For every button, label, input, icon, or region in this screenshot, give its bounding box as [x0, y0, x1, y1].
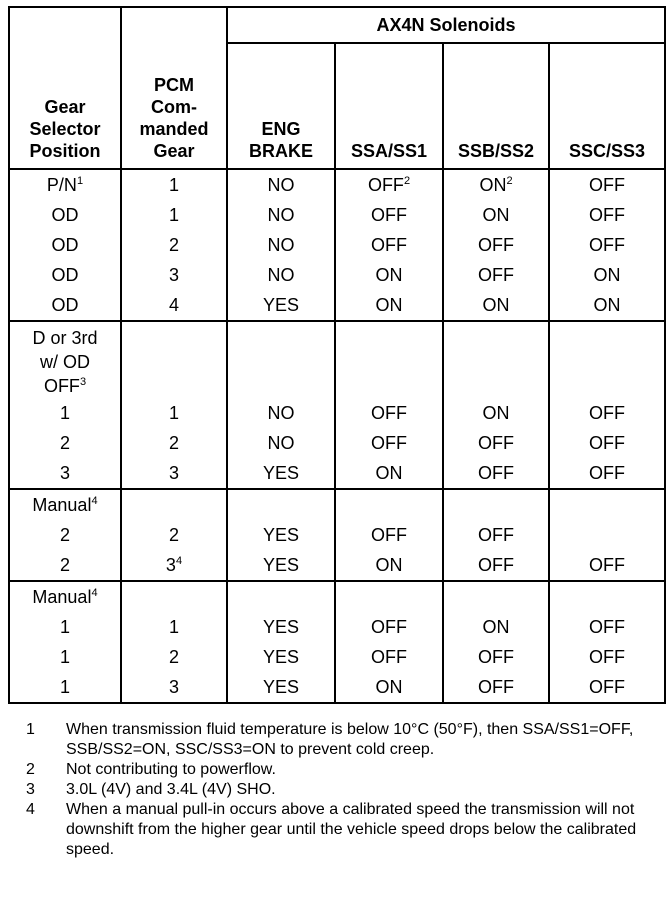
- cell-gear-value: 3: [165, 554, 176, 575]
- cell-pos: [9, 428, 121, 458]
- header-ssb: [443, 43, 549, 169]
- empty-cell: [227, 581, 335, 612]
- empty-cell: [549, 321, 665, 398]
- footnote-ref: 4: [91, 586, 98, 599]
- cell-pos: [9, 458, 121, 489]
- cell-ssc-value: OFF: [589, 554, 626, 575]
- cell-ssa: [335, 520, 443, 550]
- cell-ssc: [549, 458, 665, 489]
- cell-ssa-value: OFF: [367, 174, 404, 195]
- cell-eng-value: YES: [262, 616, 300, 637]
- group-label-text: Manual: [32, 494, 92, 515]
- footnote-ref: 1: [76, 174, 84, 187]
- cell-eng: [227, 672, 335, 703]
- cell-ssb: [443, 428, 549, 458]
- cell-eng: [227, 230, 335, 260]
- cell-gear-value: 2: [168, 524, 179, 545]
- cell-ssc: [549, 550, 665, 581]
- empty-cell: [549, 581, 665, 612]
- cell-ssa-value: ON: [375, 294, 403, 315]
- empty-cell: [335, 321, 443, 398]
- cell-ssa-value: OFF: [371, 432, 407, 453]
- empty-cell: [227, 321, 335, 398]
- cell-ssa: [335, 550, 443, 581]
- cell-ssa: [335, 642, 443, 672]
- cell-ssa-value: ON: [375, 462, 403, 483]
- group-label-line: [10, 326, 120, 350]
- cell-pos-value: OD: [51, 204, 79, 225]
- cell-pos-value: OD: [51, 264, 79, 285]
- cell-ssb-value: ON: [482, 204, 510, 225]
- cell-pos: [9, 200, 121, 230]
- cell-ssa: [335, 169, 443, 200]
- cell-gear: [121, 458, 227, 489]
- cell-pos: [9, 398, 121, 428]
- cell-ssa-value: OFF: [371, 524, 407, 545]
- header-ssc-label: SSC/SS3: [568, 141, 646, 161]
- cell-ssc-value: OFF: [589, 402, 626, 423]
- solenoid-chart: [8, 6, 664, 858]
- cell-ssb-value: OFF: [478, 554, 514, 575]
- solenoid-table: [8, 6, 666, 704]
- cell-ssb-value: OFF: [478, 234, 514, 255]
- cell-ssa: [335, 230, 443, 260]
- header-pcm-gear-label: PCM Com- manded Gear: [139, 75, 209, 161]
- group-label-text: D or 3rd: [32, 328, 98, 348]
- cell-ssa-value: OFF: [371, 234, 407, 255]
- footnote-text: When transmission fluid temperature is below 10°C (50°F), then SSA/SS1=OFF, SSB/SS2=ON, SSC/SS3=ON to prevent cold creep.: [66, 721, 634, 758]
- cell-eng: [227, 642, 335, 672]
- footnote: [26, 760, 666, 780]
- cell-ssc-value: OFF: [589, 432, 626, 453]
- cell-gear-value: 1: [168, 174, 179, 195]
- cell-pos: [9, 612, 121, 642]
- cell-gear-value: 1: [168, 402, 179, 423]
- cell-pos: [9, 642, 121, 672]
- cell-ssa: [335, 672, 443, 703]
- cell-ssb: [443, 642, 549, 672]
- footnote-ref: 3: [79, 376, 87, 388]
- cell-ssc-value: ON: [593, 264, 621, 285]
- cell-ssb-value: ON: [479, 174, 507, 195]
- cell-gear-value: 1: [168, 616, 179, 637]
- cell-ssc: [549, 169, 665, 200]
- table-row: [9, 169, 665, 200]
- header-ssa-label: SSA/SS1: [350, 141, 428, 161]
- group-label-row: [9, 581, 665, 612]
- group-label-text: w/ OD: [39, 352, 90, 372]
- cell-ssc: [549, 200, 665, 230]
- cell-eng: [227, 260, 335, 290]
- empty-cell: [335, 489, 443, 520]
- header-ssb-label: SSB/SS2: [457, 141, 535, 161]
- footnote-number: 1: [26, 721, 35, 738]
- header-solenoids-group: [227, 7, 665, 43]
- cell-gear-value: 2: [168, 432, 179, 453]
- cell-ssc-value: OFF: [589, 174, 626, 195]
- cell-pos: [9, 550, 121, 581]
- cell-pos-value: 2: [59, 554, 70, 575]
- cell-eng-value: NO: [267, 402, 295, 423]
- cell-gear: [121, 642, 227, 672]
- footnote: [26, 720, 666, 760]
- cell-pos: [9, 260, 121, 290]
- cell-ssc: [549, 230, 665, 260]
- cell-pos: [9, 520, 121, 550]
- group-label-line: [10, 587, 120, 608]
- cell-eng-value: YES: [262, 554, 300, 575]
- cell-ssc-value: OFF: [589, 204, 626, 225]
- empty-cell: [443, 581, 549, 612]
- cell-ssc: [549, 398, 665, 428]
- footnote-ref: 4: [175, 554, 183, 567]
- cell-pos-value: 1: [59, 402, 70, 423]
- cell-ssb-value: ON: [482, 294, 510, 315]
- cell-pos-value: 1: [59, 676, 70, 697]
- cell-ssb: [443, 612, 549, 642]
- empty-cell: [227, 489, 335, 520]
- cell-eng-value: NO: [267, 234, 295, 255]
- cell-ssa: [335, 260, 443, 290]
- cell-eng: [227, 398, 335, 428]
- cell-gear: [121, 612, 227, 642]
- table-body: [9, 169, 665, 703]
- cell-ssa: [335, 612, 443, 642]
- header-ssa: [335, 43, 443, 169]
- header-eng-brake: [227, 43, 335, 169]
- cell-ssb: [443, 260, 549, 290]
- cell-gear-value: 2: [168, 234, 179, 255]
- footnote-text: 3.0L (4V) and 3.4L (4V) SHO.: [66, 781, 276, 798]
- cell-eng-value: YES: [262, 524, 300, 545]
- cell-eng: [227, 428, 335, 458]
- group-label-text: OFF: [43, 376, 80, 396]
- cell-eng-value: YES: [262, 294, 300, 315]
- cell-pos-value: OD: [51, 234, 79, 255]
- empty-cell: [121, 489, 227, 520]
- cell-gear: [121, 290, 227, 321]
- cell-ssa-value: ON: [375, 554, 403, 575]
- group-label: [9, 581, 121, 612]
- cell-eng: [227, 290, 335, 321]
- footnote-number: 4: [26, 801, 35, 818]
- footnote-ref: 2: [403, 174, 411, 187]
- header-ssc: [549, 43, 665, 169]
- cell-gear: [121, 398, 227, 428]
- table-row: [9, 672, 665, 703]
- cell-gear: [121, 428, 227, 458]
- cell-gear: [121, 520, 227, 550]
- cell-eng: [227, 200, 335, 230]
- cell-ssc: [549, 672, 665, 703]
- cell-pos: [9, 672, 121, 703]
- empty-cell: [335, 581, 443, 612]
- table-row: [9, 260, 665, 290]
- footnote: [26, 780, 666, 800]
- cell-pos: [9, 230, 121, 260]
- empty-cell: [121, 581, 227, 612]
- cell-eng-value: NO: [267, 204, 295, 225]
- cell-eng-value: NO: [267, 174, 295, 195]
- cell-ssc-value: OFF: [589, 616, 626, 637]
- table-row: [9, 230, 665, 260]
- cell-ssc-value: OFF: [589, 646, 626, 667]
- cell-ssa-value: ON: [375, 676, 403, 697]
- cell-ssc-value: ON: [593, 294, 621, 315]
- cell-gear: [121, 550, 227, 581]
- empty-cell: [443, 489, 549, 520]
- cell-ssb-value: OFF: [478, 432, 514, 453]
- cell-pos: [9, 290, 121, 321]
- cell-pos-value: 2: [59, 432, 70, 453]
- cell-ssb-value: ON: [482, 402, 510, 423]
- cell-ssa: [335, 200, 443, 230]
- group-label-text: Manual: [32, 586, 92, 607]
- cell-gear: [121, 200, 227, 230]
- header-eng-brake-label: ENG BRAKE: [248, 119, 313, 161]
- cell-ssb: [443, 520, 549, 550]
- header-solenoids-title: AX4N Solenoids: [376, 14, 516, 35]
- empty-cell: [121, 321, 227, 398]
- cell-ssa: [335, 398, 443, 428]
- table-row: [9, 398, 665, 428]
- cell-pos-value: 1: [59, 616, 70, 637]
- cell-ssb: [443, 458, 549, 489]
- cell-eng-value: YES: [262, 676, 300, 697]
- footnote: [26, 800, 666, 860]
- cell-pos-value: P/N: [46, 174, 77, 195]
- footnote-number: 3: [26, 781, 35, 798]
- cell-gear: [121, 260, 227, 290]
- group-label: [9, 489, 121, 520]
- cell-ssb-value: OFF: [478, 524, 514, 545]
- cell-ssc-value: OFF: [589, 234, 626, 255]
- cell-gear-value: 2: [168, 646, 179, 667]
- cell-pos-value: 2: [59, 524, 70, 545]
- table-row: [9, 520, 665, 550]
- cell-gear-value: 4: [168, 294, 179, 315]
- cell-pos-value: OD: [51, 294, 79, 315]
- cell-ssb-value: OFF: [478, 676, 514, 697]
- table-row: [9, 428, 665, 458]
- footnote-ref: 2: [506, 174, 513, 187]
- group-label-line: [10, 350, 120, 374]
- table-row: [9, 550, 665, 581]
- footnote-text: Not contributing to powerflow.: [66, 761, 276, 778]
- cell-gear-value: 3: [168, 676, 179, 697]
- table-row: [9, 642, 665, 672]
- footnote-text: When a manual pull-in occurs above a calibrated speed the transmission will not downshift from the higher gear until the vehicle speed drops below the calibrated speed.: [66, 801, 637, 858]
- empty-cell: [549, 489, 665, 520]
- cell-ssc: [549, 260, 665, 290]
- group-label-line: [10, 495, 120, 516]
- cell-eng: [227, 612, 335, 642]
- cell-ssa-value: OFF: [371, 646, 407, 667]
- group-label-row: [9, 489, 665, 520]
- cell-gear-value: 3: [168, 462, 179, 483]
- cell-pos-value: 3: [59, 462, 70, 483]
- cell-ssb: [443, 550, 549, 581]
- cell-ssb: [443, 200, 549, 230]
- cell-ssb-value: ON: [482, 616, 510, 637]
- cell-pos: [9, 169, 121, 200]
- cell-ssb: [443, 290, 549, 321]
- cell-ssc-value: OFF: [589, 462, 626, 483]
- table-row: [9, 458, 665, 489]
- header-gear-selector: [9, 7, 121, 169]
- header-pcm-gear: [121, 7, 227, 169]
- cell-ssa: [335, 428, 443, 458]
- cell-eng: [227, 550, 335, 581]
- cell-gear: [121, 672, 227, 703]
- cell-eng-value: NO: [267, 432, 295, 453]
- cell-ssc: [549, 520, 665, 550]
- footnote-number: 2: [26, 761, 35, 778]
- cell-ssa: [335, 458, 443, 489]
- footnotes: [26, 720, 666, 860]
- cell-pos-value: 1: [59, 646, 70, 667]
- cell-eng: [227, 458, 335, 489]
- group-label-line: [10, 374, 120, 398]
- group-label-row: [9, 321, 665, 398]
- cell-ssb: [443, 398, 549, 428]
- cell-ssb: [443, 230, 549, 260]
- table-row: [9, 612, 665, 642]
- cell-ssa-value: OFF: [371, 204, 407, 225]
- cell-ssc: [549, 428, 665, 458]
- cell-ssc-value: OFF: [589, 676, 626, 697]
- cell-ssb: [443, 169, 549, 200]
- cell-ssc: [549, 642, 665, 672]
- cell-eng-value: YES: [262, 646, 300, 667]
- cell-gear: [121, 230, 227, 260]
- footnote-ref: 4: [91, 494, 98, 507]
- cell-eng-value: NO: [267, 264, 295, 285]
- cell-ssc: [549, 612, 665, 642]
- cell-ssb-value: OFF: [478, 264, 514, 285]
- group-label: [9, 321, 121, 398]
- cell-gear-value: 3: [168, 264, 179, 285]
- cell-ssa-value: ON: [375, 264, 403, 285]
- cell-eng: [227, 520, 335, 550]
- cell-ssa: [335, 290, 443, 321]
- cell-gear-value: 1: [168, 204, 179, 225]
- cell-ssb: [443, 672, 549, 703]
- cell-ssc: [549, 290, 665, 321]
- cell-gear: [121, 169, 227, 200]
- cell-eng-value: YES: [262, 462, 300, 483]
- empty-cell: [443, 321, 549, 398]
- header-gear-selector-label: Gear Selector Position: [29, 97, 101, 161]
- cell-ssb-value: OFF: [478, 462, 514, 483]
- table-row: [9, 290, 665, 321]
- cell-ssa-value: OFF: [371, 402, 407, 423]
- cell-ssb-value: OFF: [478, 646, 514, 667]
- cell-eng: [227, 169, 335, 200]
- cell-ssa-value: OFF: [371, 616, 407, 637]
- table-row: [9, 200, 665, 230]
